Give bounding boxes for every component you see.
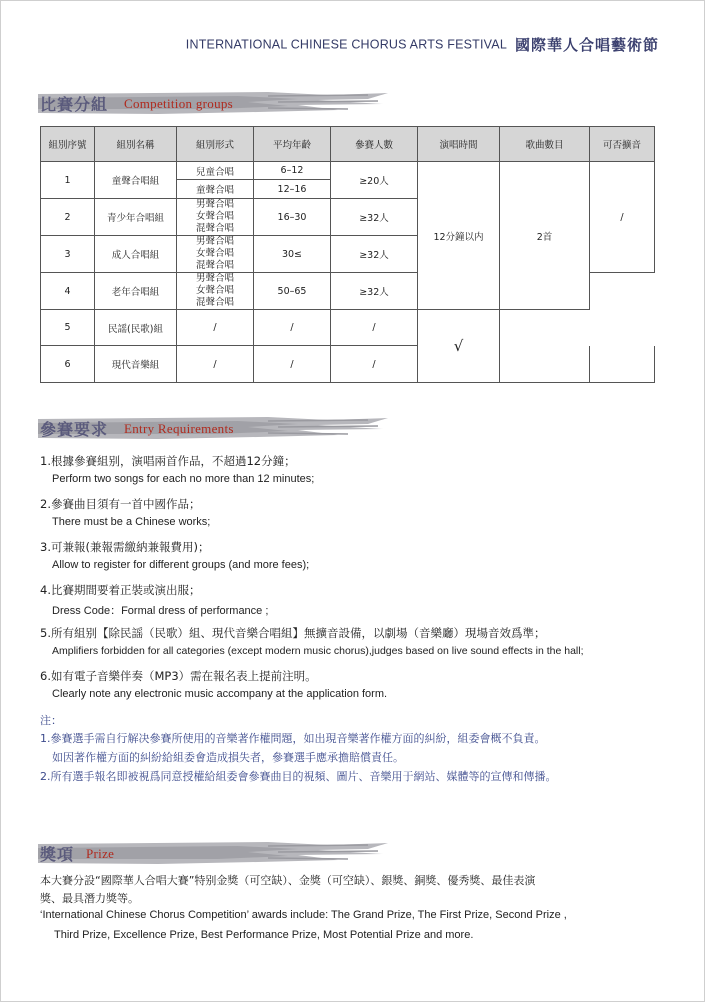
prize-en-line: ‘International Chinese Chorus Competition’ awards include: The Grand Prize, The First Prize, Second Prize , [40, 909, 567, 921]
group-age: / [254, 346, 331, 383]
section-title-en: Competition groups [124, 96, 234, 111]
header-cell: 參賽人數 [331, 127, 418, 162]
header-cell: 組別形式 [177, 127, 254, 162]
header-cell: 組別序號 [41, 127, 95, 162]
section-title-groups [38, 90, 398, 116]
group-no: 6 [41, 346, 95, 383]
group-form: 女聲合唱 [195, 248, 234, 259]
group-forms [177, 273, 254, 310]
group-name: 民謡(民歌)組 [95, 310, 177, 346]
group-forms [177, 199, 254, 236]
group-count: ≥32人 [331, 199, 418, 236]
header-title-en: INTERNATIONAL CHINESE CHORUS ARTS FESTIVAL [185, 37, 507, 52]
group-form: / [177, 346, 254, 383]
song-count: 2首 [500, 162, 590, 310]
table-row [41, 162, 655, 180]
group-age: 50–65 [254, 273, 331, 310]
notes-line: 如因著作權方面的糾紛給組委會造成損失者，參賽選手應承擔賠償責任。 [52, 751, 404, 764]
prize-cn-line: 本大賽分設“國際華人合唱大賽”特别金獎（可空缺）、金獎（可空缺）、銀獎、銅獎、優秀獎、最佳表演 [40, 874, 536, 887]
notes-label: 注： [40, 714, 62, 727]
group-form: 兒童合唱 [177, 162, 254, 180]
group-count: ≥32人 [331, 236, 418, 273]
requirement-item [40, 453, 680, 485]
group-form: 混聲合唱 [195, 260, 234, 271]
group-form: / [177, 310, 254, 346]
group-no: 1 [41, 162, 95, 199]
section-title-prize [38, 840, 398, 866]
requirement-cn: 2.參賽曲目須有一首中國作品； [40, 497, 201, 511]
group-age: 16–30 [254, 199, 331, 236]
group-name: 童聲合唱組 [95, 162, 177, 199]
prize-en-line: Third Prize, Excellence Prize, Best Performance Prize, Most Potential Prize and more. [54, 929, 474, 941]
requirement-cn: 1.根據參賽組别，演唱兩首作品，不超過12分鐘； [40, 454, 296, 468]
table-row [41, 310, 655, 346]
page-header [186, 34, 659, 55]
requirement-cn: 5.所有組别【除民謡（民歌）組、現代音樂合唱組】無擴音設備，以劇場（音樂廳）現場音效爲準； [40, 626, 546, 640]
singing-time: 12分鐘以内 [418, 162, 500, 310]
group-form: 童聲合唱 [177, 180, 254, 199]
header-cell: 平均年齡 [254, 127, 331, 162]
group-form: 混聲合唱 [195, 223, 234, 234]
group-name: 老年合唱組 [95, 273, 177, 310]
requirement-item [40, 539, 680, 571]
requirement-cn: 3.可兼報(兼報需繳納兼報費用)； [40, 540, 210, 554]
group-count: / [331, 310, 418, 346]
prize-cn-line: 獎、最具潛力獎等。 [40, 892, 139, 905]
table-header-row [41, 127, 655, 162]
group-no: 2 [41, 199, 95, 236]
prize-text [40, 872, 680, 949]
requirement-item [40, 625, 680, 657]
group-age: 30≤ [254, 236, 331, 273]
requirement-en: There must be a Chinese works; [52, 516, 211, 528]
group-no: 5 [41, 310, 95, 346]
requirement-en: Clearly note any electronic music accompany at the application form. [52, 688, 388, 700]
competition-groups-table [40, 126, 655, 383]
notes-block [40, 712, 690, 787]
group-form: 男聲合唱 [195, 236, 234, 247]
requirement-cn: 6.如有電子音樂伴奏（MP3）需在報名表上提前注明。 [40, 669, 317, 683]
header-cell: 歌曲數目 [500, 127, 590, 162]
group-form: 男聲合唱 [195, 273, 234, 284]
group-forms [177, 236, 254, 273]
section-title-cn: 比賽分組 [40, 95, 109, 114]
empty-cell [500, 346, 590, 383]
header-cell: 組別名稱 [95, 127, 177, 162]
header-cell: 演唱時間 [418, 127, 500, 162]
notes-line: 1.參賽選手需自行解决參賽所使用的音樂著作權問題，如出現音樂著作權方面的糾紛，組委會概不負責。 [40, 732, 546, 745]
section-title-entry [38, 415, 398, 441]
header-cell: 可否擴音 [590, 127, 655, 162]
section-title-en: Entry Requirements [124, 421, 234, 436]
requirement-item [40, 668, 680, 700]
requirement-en: Perform two songs for each no more than 12 minutes; [52, 473, 315, 485]
empty-cell [590, 346, 655, 383]
table-row [41, 346, 655, 383]
group-count: ≥20人 [331, 162, 418, 199]
header-title-cn: 國際華人合唱藝術節 [514, 36, 659, 54]
group-name: 現代音樂組 [95, 346, 177, 383]
group-count: / [331, 346, 418, 383]
group-no: 3 [41, 236, 95, 273]
group-form: 女聲合唱 [195, 285, 234, 296]
notes-line: 2.所有選手報名即被視爲同意授權給組委會參賽曲目的視頻、圖片、音樂用于網站、媒體等的宣傳和傳播。 [40, 770, 557, 783]
group-name: 成人合唱組 [95, 236, 177, 273]
amplification-no: / [590, 162, 655, 273]
requirement-en: Allow to register for different groups (and more fees); [52, 559, 310, 571]
section-title-cn: 參賽要求 [40, 420, 109, 439]
section-title-cn: 獎項 [40, 845, 75, 864]
group-no: 4 [41, 273, 95, 310]
amplification-yes: √ [418, 310, 500, 383]
requirement-item [40, 582, 680, 618]
group-form: 男聲合唱 [195, 199, 234, 210]
group-age: / [254, 310, 331, 346]
group-name: 青少年合唱組 [95, 199, 177, 236]
group-age: 6–12 [254, 162, 331, 180]
group-form: 混聲合唱 [195, 297, 234, 308]
requirement-en: Amplifiers forbidden for all categories (except modern music chorus),judges based on live sound effects in the hall; [52, 645, 584, 657]
group-age: 12–16 [254, 180, 331, 199]
section-title-en: Prize [86, 846, 115, 861]
requirement-item [40, 496, 680, 528]
group-count: ≥32人 [331, 273, 418, 310]
group-form: 女聲合唱 [195, 211, 234, 222]
requirement-cn: 4.比賽期間要着正裝或演出服； [40, 583, 201, 597]
requirement-en: Dress Code：Formal dress of performance ; [52, 605, 269, 617]
